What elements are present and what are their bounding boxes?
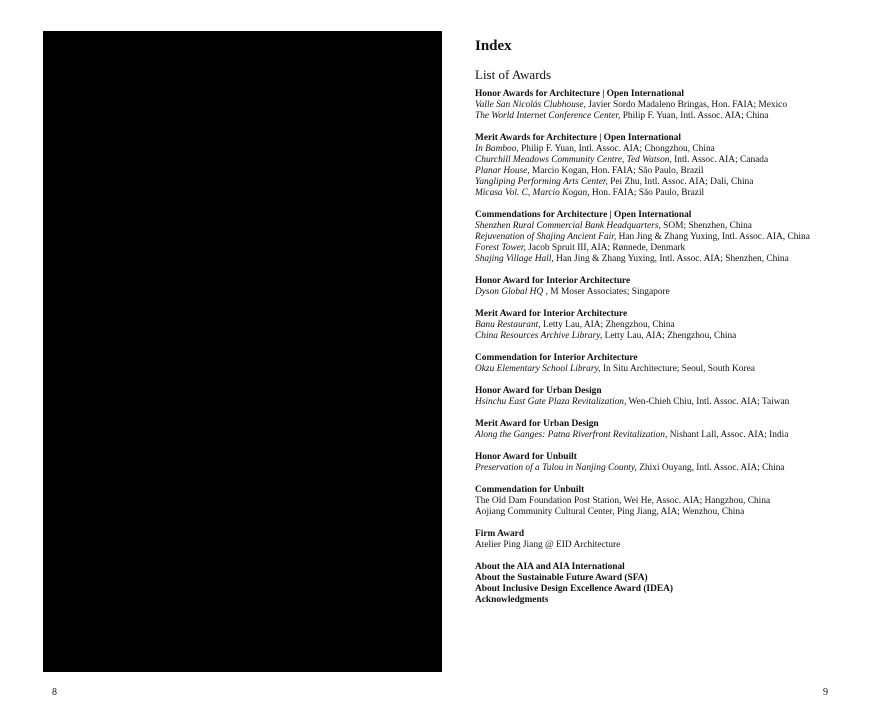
award-entry	[475, 188, 870, 199]
project-name: Valle San Nicolás Clubhouse,	[475, 100, 586, 110]
award-entry	[475, 430, 870, 441]
award-section	[475, 210, 870, 265]
award-section-title: Honor Awards for Architecture | Open International	[475, 89, 685, 99]
entry-details: Letty Lau, AIA; Zhengzhou, China	[602, 331, 737, 341]
award-entry	[475, 100, 870, 111]
entry-details: Aojiang Community Cultural Center, Ping Jiang, AIA; Wenzhou, China	[475, 507, 745, 517]
entry-details: Hon. FAIA; São Paulo, Brazil	[589, 188, 705, 198]
award-section	[475, 529, 870, 551]
entry-details: Han Jing & Zhang Yuxing, Intl. Assoc. AIA, China	[616, 232, 810, 242]
award-section	[475, 133, 870, 199]
award-section-title: Merit Award for Urban Design	[475, 419, 599, 429]
black-image-panel	[43, 31, 442, 672]
project-name: Dyson Global HQ ,	[475, 287, 548, 297]
entry-details: In Situ Architecture; Seoul, South Korea	[600, 364, 755, 374]
award-entry	[475, 111, 870, 122]
index-title: Index	[475, 38, 512, 54]
entry-details: Jacob Spruit III, AIA; Rønnede, Denmark	[525, 243, 686, 253]
award-entry	[475, 287, 870, 298]
about-link[interactable]: About the Sustainable Future Award (SFA)	[475, 573, 648, 583]
award-entry	[475, 364, 870, 375]
index-column	[475, 37, 870, 606]
award-entry	[475, 331, 870, 342]
index-subtitle: List of Awards	[475, 67, 552, 82]
about-link[interactable]: About Inclusive Design Excellence Award (IDEA)	[475, 584, 673, 594]
award-entry	[475, 155, 870, 166]
project-name: China Resources Archive Library,	[475, 331, 603, 341]
award-entry	[475, 144, 870, 155]
entry-details: Intl. Assoc. AIA; Canada	[671, 155, 769, 165]
entry-details: SOM; Shenzhen, China	[660, 221, 752, 231]
award-section	[475, 452, 870, 474]
project-name: Planar House,	[475, 166, 530, 176]
about-link[interactable]: Acknowledgments	[475, 595, 549, 605]
award-entry	[475, 397, 870, 408]
page-number-right: 9	[823, 687, 828, 698]
award-entry	[475, 232, 870, 243]
project-name: Yangliping Performing Arts Center,	[475, 177, 608, 187]
award-section-title: Merit Award for Interior Architecture	[475, 309, 628, 319]
entry-details: M Moser Associates; Singapore	[547, 287, 670, 297]
award-entry	[475, 177, 870, 188]
project-name: Forest Tower,	[475, 243, 526, 253]
award-entry	[475, 463, 870, 474]
award-entry	[475, 507, 870, 518]
project-name: Banu Restaurant,	[475, 320, 541, 330]
entry-details: Javier Sordo Madaleno Bringas, Hon. FAIA; Mexico	[585, 100, 788, 110]
award-entry	[475, 540, 870, 551]
award-entry	[475, 320, 870, 331]
award-section-title: Commendation for Unbuilt	[475, 485, 585, 495]
entry-details: Han Jing & Zhang Yuxing, Intl. Assoc. AIA; Shenzhen, China	[553, 254, 789, 264]
page-number-left: 8	[52, 687, 57, 698]
award-sections	[475, 89, 870, 551]
entry-details: Philip F. Yuan, Intl. Assoc. AIA; Chongzhou, China	[518, 144, 715, 154]
entry-details: Nishant Lall, Assoc. AIA; India	[667, 430, 789, 440]
award-section	[475, 89, 870, 122]
award-section-title: Honor Award for Urban Design	[475, 386, 602, 396]
award-entry	[475, 243, 870, 254]
award-section-title: Firm Award	[475, 529, 525, 539]
award-section	[475, 485, 870, 518]
project-name: Shenzhen Rural Commercial Bank Headquarters,	[475, 221, 661, 231]
award-section	[475, 386, 870, 408]
project-name: Churchill Meadows Community Centre, Ted Watson,	[475, 155, 672, 165]
award-section	[475, 353, 870, 375]
entry-details: Zhixi Ouyang, Intl. Assoc. AIA; China	[636, 463, 785, 473]
project-name: Okzu Elementary School Library,	[475, 364, 601, 374]
entry-details: Letty Lau, AIA; Zhengzhou, China	[540, 320, 675, 330]
entry-details: Pei Zhu, Intl. Assoc. AIA; Dali, China	[607, 177, 754, 187]
entry-details: Atelier Ping Jiang @ EID Architecture	[475, 540, 621, 550]
award-section-title: Commendation for Interior Architecture	[475, 353, 638, 363]
project-name: Shajing Village Hall,	[475, 254, 554, 264]
award-section-title: Honor Award for Unbuilt	[475, 452, 577, 462]
award-entry	[475, 221, 870, 232]
project-name: Rejuvenation of Shajing Ancient Fair,	[475, 232, 617, 242]
entry-details: The Old Dam Foundation Post Station, Wei He, Assoc. AIA; Hangzhou, China	[475, 496, 771, 506]
project-name: Preservation of a Tulou in Nanjing County,	[475, 463, 637, 473]
award-entry	[475, 166, 870, 177]
award-entry	[475, 496, 870, 507]
award-section-title: Honor Award for Interior Architecture	[475, 276, 631, 286]
award-entry	[475, 254, 870, 265]
project-name: In Bamboo,	[475, 144, 519, 154]
award-section-title: Commendations for Architecture | Open International	[475, 210, 692, 220]
entry-details: Philip F. Yuan, Intl. Assoc. AIA; China	[620, 111, 769, 121]
entry-details: Marcio Kogan, Hon. FAIA; São Paulo, Brazil	[529, 166, 704, 176]
award-section	[475, 309, 870, 342]
award-section	[475, 419, 870, 441]
project-name: The World Internet Conference Center,	[475, 111, 621, 121]
project-name: Hsinchu East Gate Plaza Revitalization,	[475, 397, 627, 407]
project-name: Micasa Vol. C, Marcio Kogan,	[475, 188, 590, 198]
about-links	[475, 562, 870, 606]
award-section-title: Merit Awards for Architecture | Open International	[475, 133, 682, 143]
award-section	[475, 276, 870, 298]
about-link[interactable]: About the AIA and AIA International	[475, 562, 625, 572]
project-name: Along the Ganges: Patna Riverfront Revitalization,	[475, 430, 668, 440]
entry-details: Wen-Chieh Chiu, Intl. Assoc. AIA; Taiwan	[626, 397, 790, 407]
